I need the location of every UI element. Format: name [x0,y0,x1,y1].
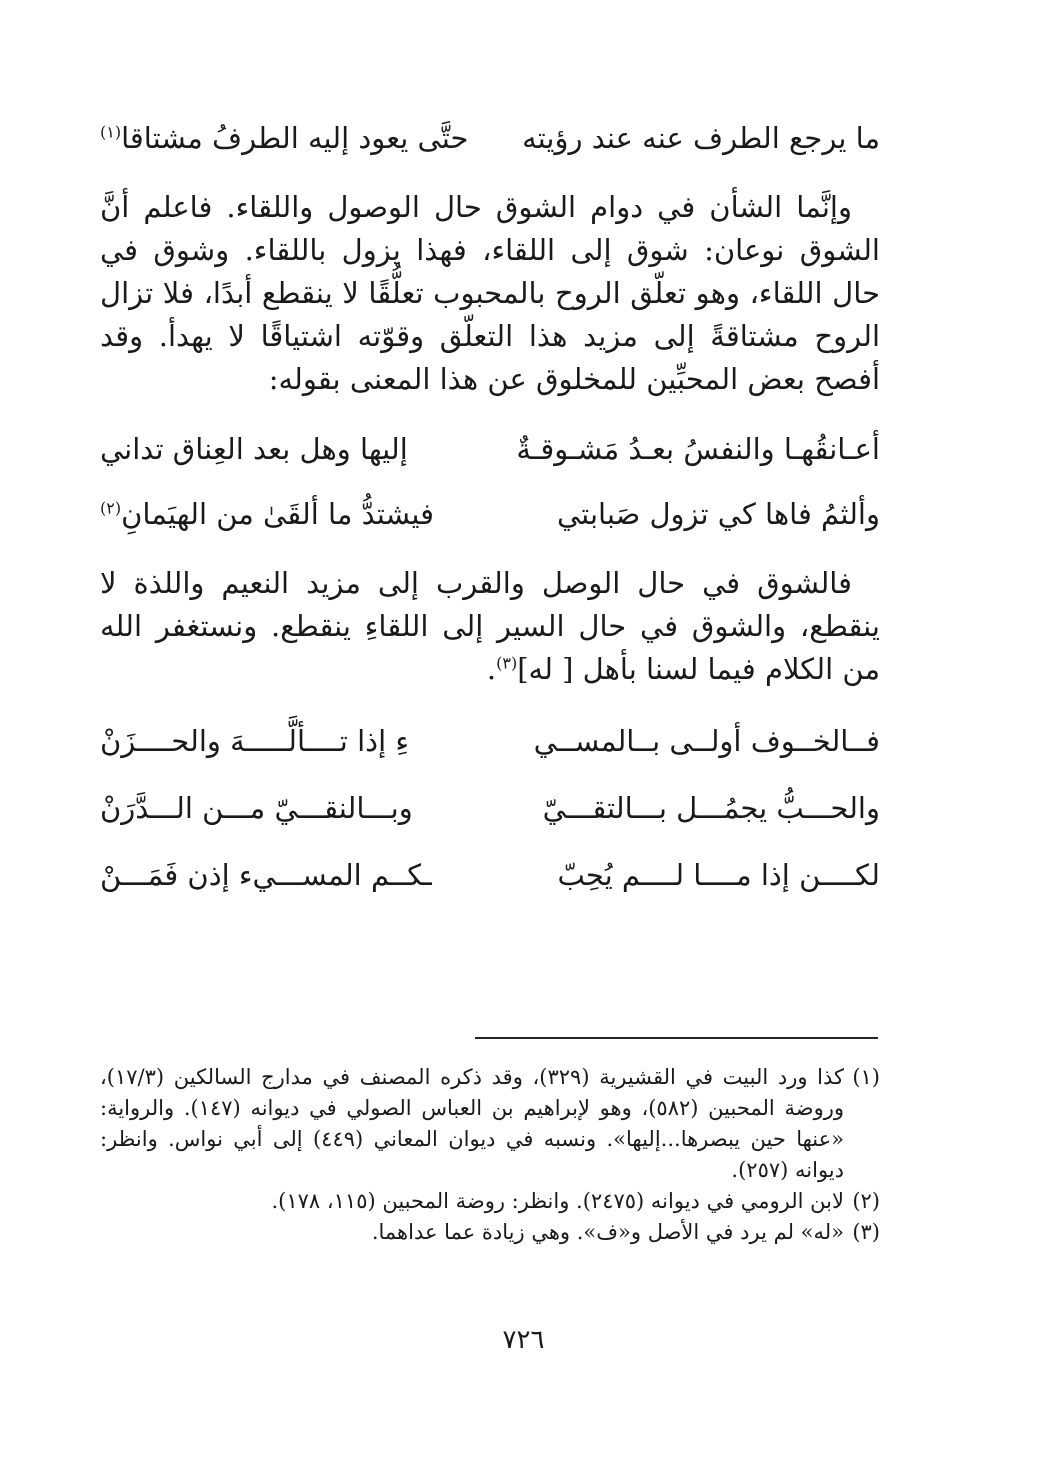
verse-triple-line-1 [100,721,880,761]
verse-hemistich-text: حتَّى يعود إليه الطرفُ مشتاقا [121,121,469,155]
verse-hemistich-first: لكــــن إذا مــــا لــــم يُحِبّ [557,858,880,892]
footnote-number: (٣) [852,1220,880,1244]
verse-hemistich-first: فــالخــوف أولــى بــالمســي [533,724,880,758]
footnote-3 [100,1217,880,1248]
footnote-number: (٢) [852,1189,880,1213]
footnote-ref[interactable]: (١) [100,122,122,142]
page-number: ٧٢٦ [502,1325,545,1355]
paragraph-2-text: فالشوق في حال الوصل والقرب إلى مزيد النعيم واللذة لا ينقطع، والشوق في حال السير إلى اللقاءِ ينقطع. ونستغفر الله من الكلام فيما لسنا بأهل [ له] [100,566,880,686]
paragraph-2 [100,562,880,691]
verse-triple-line-2 [100,788,880,828]
footnote-text: لابن الرومي في ديوانه (٢٤٧٥). وانظر: روضة المحبين (١١٥، ١٧٨). [271,1189,844,1213]
verse-hemistich-first: وألثمُ فاها كي تزول صَبابتي [557,497,880,531]
verse-triple-line-3 [100,855,880,895]
paragraph-1-text: وإنَّما الشأن في دوام الشوق حال الوصول واللقاء. فاعلم أنَّ الشوق نوعان: شوق إلى اللقاء، فهذا يزول باللقاء. وشوق في حال اللقاء، وهو تعلّق الروح بالمحبوب تعلُّقًا لا ينقطع أبدًا، فلا تزال الروح مشتاقةً إلى مزيد هذا التعلّق وقوّته اشتياقًا لا يهدأ. وقد أفصح بعض المحبِّين للمخلوق عن هذا المعنى بقوله: [100,190,880,396]
footnotes [100,1062,880,1248]
verse-opening [100,118,880,158]
main-text [100,118,880,895]
verse-hemistich-second: ءِ إذا تــــألَّـــــهَ والحــــزَنْ [100,724,409,758]
paragraph-1 [100,186,880,401]
verse-hemistich-first: والحـــبُّ يجمُـــل بـــالتقـــيّ [542,791,880,825]
verse-hemistich-second [100,494,434,534]
paragraph-2-tail: . [486,652,497,686]
footnote-separator [475,1037,878,1039]
footnote-text: «له» لم يرد في الأصل و«ف». وهي زيادة عما عداهما. [371,1220,844,1244]
footnote-1 [100,1062,880,1186]
verse-hemistich-second: إليها وهل بعد العِناق تداني [100,432,408,466]
footnote-text: كذا ورد البيت في القشيرية (٣٢٩)، وقد ذكره المصنف في مدارج السالكين (١٧/٣)، وروضة المحبين (٥٨٢)، وهو لإبراهيم بن العباس الصولي في ديوانه (١٤٧). والرواية: «عنها حين يبصرها...إليها». ونسبه في ديوان المعاني (٤٤٩) إلى أبي نواس. وانظر: ديوانه (٢٥٧). [100,1065,844,1182]
verse-hemistich-second: وبـــالنقـــيّ مـــن الـــدَّرَنْ [100,791,413,825]
footnote-2 [100,1186,880,1217]
footnote-number: (١) [852,1065,880,1089]
verse-pair-line-2 [100,494,880,534]
verse-pair-line-1 [100,429,880,469]
verse-hemistich-text: فيشتدُّ ما ألقَىٰ من الهيَمانِ [121,497,435,531]
footnote-ref[interactable]: (٣) [496,653,518,673]
footnote-ref[interactable]: (٢) [100,498,122,518]
verse-hemistich-first: ما يرجع الطرف عنه عند رؤيته [522,121,880,155]
verse-hemistich-first: أعـانقُهـا والنفسُ بعـدُ مَشـوقـةٌ [516,432,880,466]
verse-hemistich-second: ـكــم المســـيء إذن فَمَـــنْ [100,858,432,892]
verse-hemistich-second [100,118,468,158]
